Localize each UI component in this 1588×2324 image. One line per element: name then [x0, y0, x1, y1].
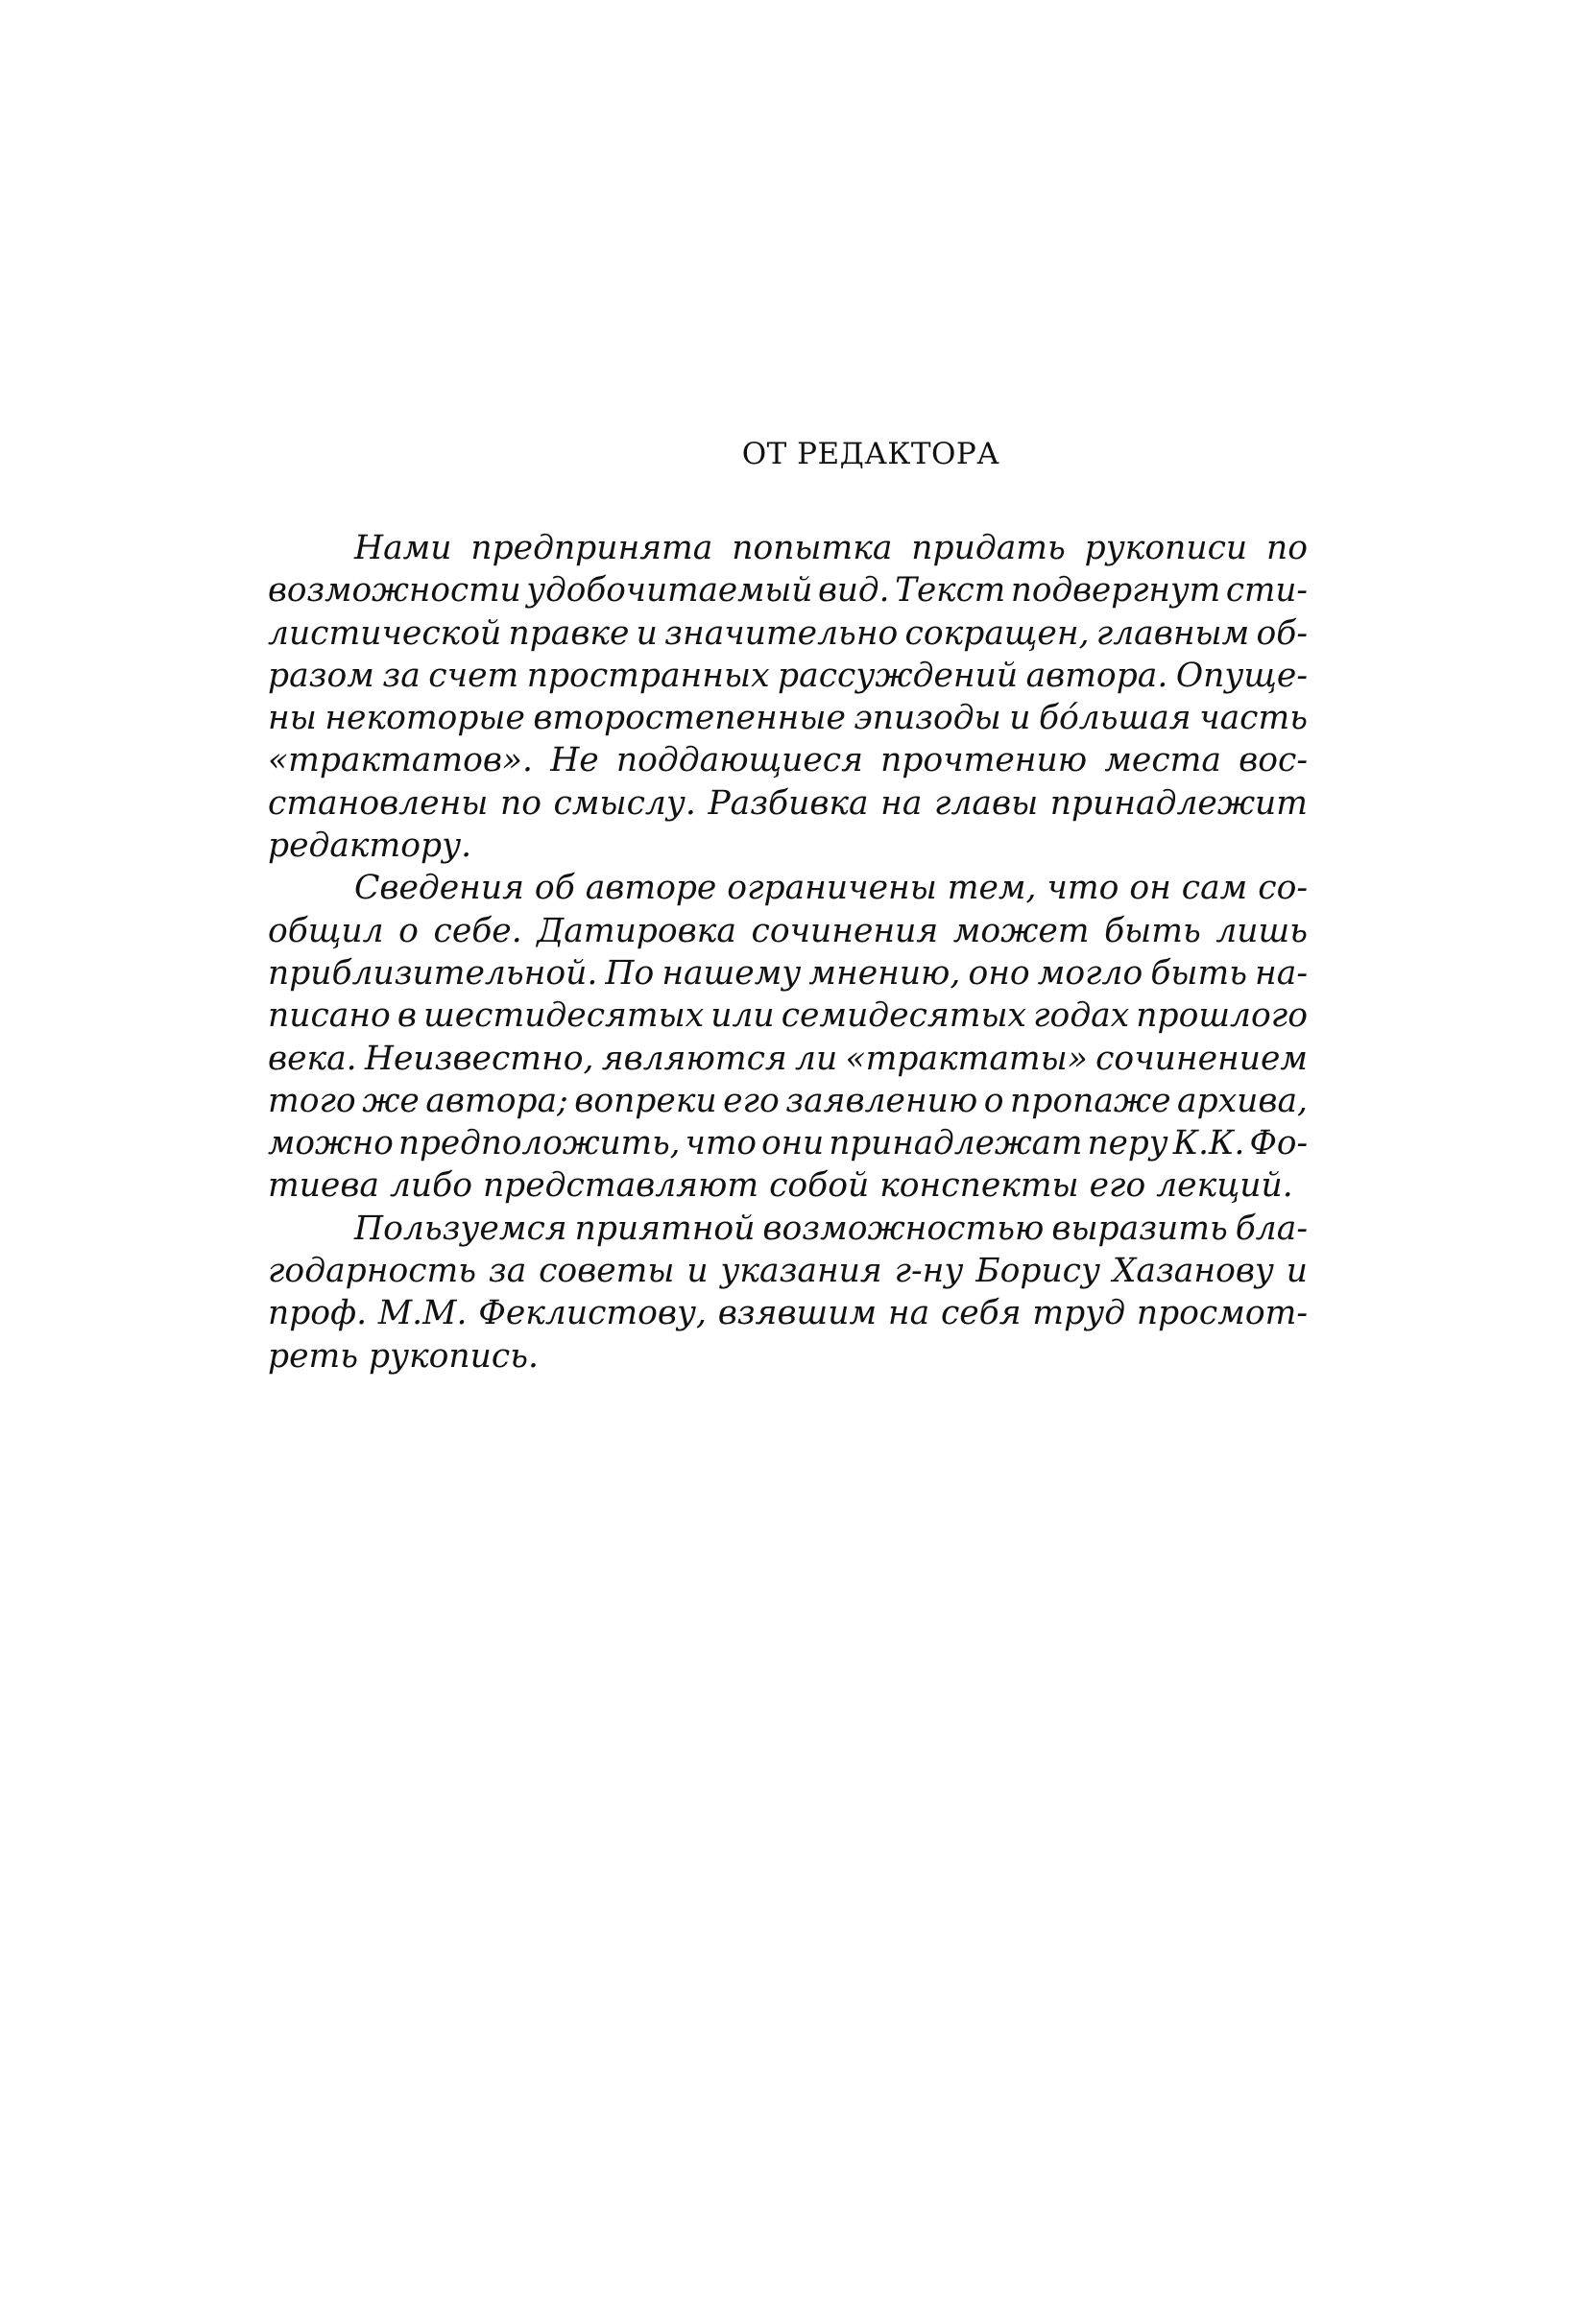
paragraph-1-line-6: «трактатов». Не поддающиеся прочтению места вос-: [268, 741, 1308, 780]
paragraph-2-line-6: того же автора; вопреки его заявлению о пропаже архива,: [268, 1081, 1308, 1120]
paragraph-2-line-1: Сведения об авторе ограничены тем, что он сам со-: [354, 869, 1308, 908]
editor-note-body: [268, 527, 1308, 1378]
paragraph-2-line-3: приблизительной. По нашему мнению, оно могло быть на-: [268, 953, 1308, 993]
paragraph-2-line-7: можно предположить, что они принадлежат перу К.К. Фо-: [268, 1124, 1308, 1163]
paragraph-1-line-3: листической правке и значительно сокращен, главным об-: [268, 613, 1308, 653]
paragraph-1-line-1: Нами предпринята попытка придать рукописи по: [354, 529, 1308, 567]
paragraph-3-line-1: Пользуемся приятной возможностью выразить бла-: [354, 1209, 1308, 1248]
paragraph-1-line-5: ны некоторые второстепенные эпизоды и бóльшая часть: [268, 699, 1308, 738]
paragraph-3-line-2: годарность за советы и указания г-ну Борису Хазанову и: [268, 1252, 1308, 1291]
paragraph-1-line-7: становлены по смыслу. Разбивка на главы принадлежит: [268, 783, 1308, 823]
page-title: ОТ РЕДАКТОРА: [741, 437, 1000, 471]
paragraph-3-line-4: реть рукопись.: [268, 1336, 539, 1376]
paragraph-3-line-3: проф. М.М. Феклистову, взявшим на себя труд просмот-: [268, 1294, 1308, 1333]
paragraph-2-line-8: тиева либо представляют собой конспекты его лекций.: [268, 1166, 1293, 1206]
paragraph-1-line-4: разом за счет пространных рассуждений автора. Опуще-: [268, 656, 1308, 695]
paragraph-2-line-5: века. Неизвестно, являются ли «трактаты» сочинением: [268, 1039, 1308, 1078]
paragraph-2-line-4: писано в шестидесятых или семидесятых годах прошлого: [268, 996, 1308, 1036]
paragraph-1-line-2: возможности удобочитаемый вид. Текст подвергнут сти-: [268, 571, 1308, 611]
paragraph-1-line-8: редактору.: [268, 827, 472, 866]
paragraph-2-line-2: общил о себе. Датировка сочинения может быть лишь: [268, 911, 1308, 950]
